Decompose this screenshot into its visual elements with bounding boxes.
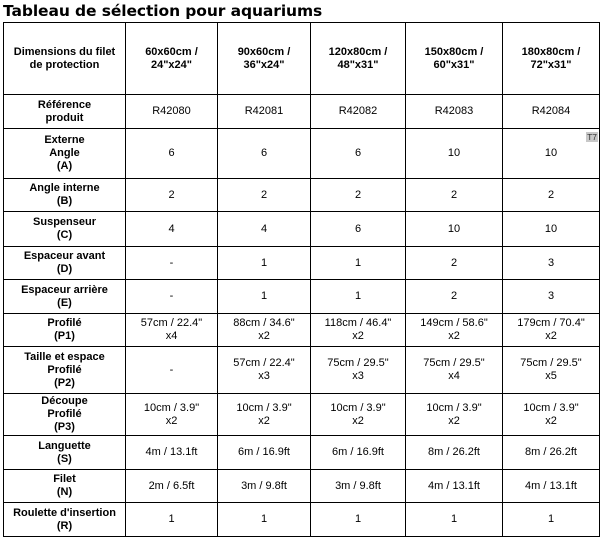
table-row [4,247,600,280]
table-cell: 2 [126,179,218,212]
row-label: Angle interne (B) [4,179,126,212]
header-cell-size: 90x60cm / 36"x24" [218,23,311,95]
row-label: Espaceur avant (D) [4,247,126,280]
table-cell: 6 [218,129,311,179]
table-row [4,394,600,436]
table-row [4,436,600,470]
table-cell: 75cm / 29.5" x5 [503,347,600,394]
table-cell: 1 [311,247,406,280]
table-cell: 75cm / 29.5" x3 [311,347,406,394]
page-title: Tableau de sélection pour aquariums [3,2,323,20]
selection-table [3,22,600,537]
table-cell: 149cm / 58.6" x2 [406,314,503,347]
table-cell: 75cm / 29.5" x4 [406,347,503,394]
table-cell [503,129,600,179]
table-row [4,347,600,394]
table-cell: 6m / 16.9ft [311,436,406,470]
table-cell: 57cm / 22.4" x3 [218,347,311,394]
table-cell: 4m / 13.1ft [503,470,600,503]
table-cell: 10cm / 3.9" x2 [503,394,600,436]
table-cell: 1 [218,280,311,314]
table-cell: 4m / 13.1ft [406,470,503,503]
table-row [4,212,600,247]
table-cell: 2m / 6.5ft [126,470,218,503]
table-cell: 2 [311,179,406,212]
table-cell: 10 [503,212,600,247]
table-cell: 1 [406,503,503,537]
table-cell: 10cm / 3.9" x2 [218,394,311,436]
table-cell: R42080 [126,95,218,129]
table-cell: 6m / 16.9ft [218,436,311,470]
table-cell: 2 [503,179,600,212]
table-cell-value: 10 [544,147,558,159]
table-cell: 3 [503,247,600,280]
table-cell: 10 [406,129,503,179]
row-label: Filet (N) [4,470,126,503]
table-cell: R42081 [218,95,311,129]
note-tag: T7 [587,132,597,142]
table-row [4,503,600,537]
header-cell-dimensions: Dimensions du filet de protection [4,23,126,95]
table-cell: R42084 [503,95,600,129]
table-cell: R42083 [406,95,503,129]
table-cell: 179cm / 70.4" x2 [503,314,600,347]
table-cell: 1 [503,503,600,537]
row-label: Référence produit [4,95,126,129]
table-cell: 10cm / 3.9" x2 [311,394,406,436]
table-row [4,314,600,347]
table-cell: 4m / 13.1ft [126,436,218,470]
table-cell: 2 [406,179,503,212]
table-cell: 2 [406,280,503,314]
table-cell: 1 [311,280,406,314]
table-cell: 1 [218,503,311,537]
row-label: Suspenseur (C) [4,212,126,247]
header-cell-size: 120x80cm / 48"x31" [311,23,406,95]
table-cell: 3m / 9.8ft [218,470,311,503]
table-cell: 6 [311,212,406,247]
table-cell: 8m / 26.2ft [503,436,600,470]
table-cell: - [126,247,218,280]
table-row [4,95,600,129]
table-row [4,179,600,212]
table-cell: 6 [311,129,406,179]
row-label: Roulette d'insertion (R) [4,503,126,537]
table-cell: R42082 [311,95,406,129]
table-cell: 2 [406,247,503,280]
table-cell: 2 [218,179,311,212]
header-cell-size: 60x60cm / 24"x24" [126,23,218,95]
row-label: Découpe Profilé (P3) [4,394,126,436]
table-cell: 118cm / 46.4" x2 [311,314,406,347]
table-cell: - [126,280,218,314]
table-row [4,129,600,179]
table-cell: 88cm / 34.6" x2 [218,314,311,347]
table-cell: 1 [218,247,311,280]
table-cell: - [126,347,218,394]
table-cell: 57cm / 22.4" x4 [126,314,218,347]
row-label: Taille et espace Profilé (P2) [4,347,126,394]
row-label: Profilé (P1) [4,314,126,347]
table-header-row [4,23,600,95]
table-cell: 1 [126,503,218,537]
table-row [4,470,600,503]
table-cell: 1 [311,503,406,537]
table-cell: 4 [126,212,218,247]
row-label: Externe Angle (A) [4,129,126,179]
table-cell: 8m / 26.2ft [406,436,503,470]
table-cell: 10 [406,212,503,247]
table-cell: 4 [218,212,311,247]
table-cell: 6 [126,129,218,179]
header-cell-size: 180x80cm / 72"x31" [503,23,600,95]
header-cell-size: 150x80cm / 60"x31" [406,23,503,95]
row-label: Espaceur arrière (E) [4,280,126,314]
table-cell: 10cm / 3.9" x2 [406,394,503,436]
row-label: Languette (S) [4,436,126,470]
table-row [4,280,600,314]
table-cell: 10cm / 3.9" x2 [126,394,218,436]
table-cell: 3 [503,280,600,314]
table-cell: 3m / 9.8ft [311,470,406,503]
